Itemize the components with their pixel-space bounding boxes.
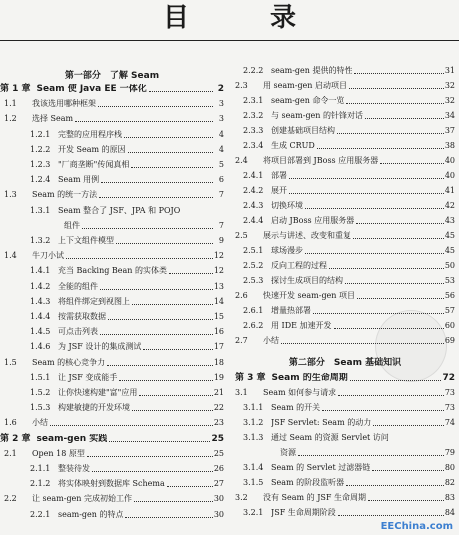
toc-subsection-entry[interactable]	[243, 169, 455, 181]
entry-number: 2.6.1	[243, 306, 264, 315]
entry-title: 球场漫步	[271, 246, 303, 255]
entry-title: 开发 Seam 的原因	[58, 144, 126, 154]
page-number: 74	[444, 418, 455, 427]
entry-title: "厂商垄断"传闻真相	[58, 160, 130, 169]
leader-dots	[131, 167, 213, 168]
entry-number: 3.1	[235, 388, 248, 397]
entry-number: 2.6.2	[243, 321, 264, 330]
page-number: 22	[213, 403, 224, 413]
part-heading: 第一部分 了解 Seam	[64, 71, 160, 81]
page-number: 19	[213, 372, 224, 382]
page-number: 31	[444, 66, 455, 75]
entry-number: 1.5.3	[30, 403, 51, 413]
page-number: 69	[444, 336, 455, 345]
leader-dots	[350, 380, 442, 381]
entry-title: seam-gen 提供的特性	[271, 66, 353, 75]
page-number: 45	[444, 246, 455, 255]
leader-dots	[169, 273, 213, 274]
toc-subsection-entry[interactable]	[243, 401, 455, 413]
page-number: 12	[213, 266, 224, 276]
entry-title: Seam 的统一方法	[32, 190, 98, 200]
toc-subsection-entry[interactable]	[243, 416, 455, 428]
leader-dots	[87, 456, 213, 457]
entry-title: 我该选用哪种框架	[32, 99, 96, 109]
toc-subsection-entry[interactable]	[30, 401, 224, 413]
entry-title: 让 JSF 变成能手	[58, 372, 118, 382]
entry-number: 2.6	[235, 291, 248, 300]
entry-title: Seam 整合了 JSF、JPA 和 POJO	[58, 205, 181, 215]
page-number: 40	[444, 171, 455, 180]
leader-dots	[305, 253, 444, 254]
entry-title: 没有 Seam 的 JSF 生命周期	[263, 493, 366, 502]
entry-title: Open 18 原型	[32, 448, 85, 458]
entry-title: 为 JSF 设计的集成测试	[58, 342, 142, 352]
toc-section-entry[interactable]	[235, 79, 455, 91]
page-number: 57	[444, 306, 455, 315]
leader-dots	[372, 470, 444, 471]
leader-dots	[345, 283, 444, 284]
entry-title: Seam 用例	[58, 175, 100, 185]
entry-title: 选择 Seam	[32, 114, 74, 124]
toc-section-entry[interactable]	[4, 447, 224, 459]
page-number: 23	[213, 418, 224, 428]
toc-subsection-entry[interactable]	[30, 325, 224, 337]
toc-subsection-entry[interactable]	[243, 94, 455, 106]
toc-subsection-entry[interactable]	[30, 371, 224, 383]
toc-subsection-entry[interactable]	[243, 461, 455, 473]
entry-title: 将实体映射到数据库 Schema	[58, 479, 165, 489]
leader-dots	[356, 223, 444, 224]
leader-dots	[107, 365, 213, 366]
page-number: 7	[218, 190, 224, 200]
toc-subsection-entry[interactable]	[30, 280, 224, 292]
leader-dots	[167, 486, 213, 487]
entry-title: 上下文组件模型	[58, 236, 114, 245]
entry-number: 3.2	[235, 493, 248, 502]
entry-number: 1.2.4	[30, 175, 51, 185]
toc-subsection-entry[interactable]	[30, 462, 224, 474]
leader-dots	[337, 133, 444, 134]
leader-dots	[380, 163, 444, 164]
toc-subsection-entry[interactable]	[243, 506, 455, 518]
toc-section-entry[interactable]	[235, 229, 455, 241]
watermark-text: EEChina.com	[380, 521, 453, 532]
leader-dots	[134, 501, 213, 502]
toc-section-entry[interactable]	[235, 491, 455, 503]
entry-number: 2.2.2	[243, 66, 264, 75]
page-number: 13	[213, 281, 224, 291]
page-number: 6	[218, 175, 224, 185]
leader-dots	[289, 193, 444, 194]
toc-subsection-entry[interactable]	[243, 274, 455, 286]
page-number: 3	[218, 99, 224, 109]
toc-subsection-entry[interactable]	[30, 310, 224, 322]
entry-title: seam-gen 命令一览	[271, 96, 345, 105]
leader-dots	[346, 103, 443, 104]
page-title	[0, 0, 459, 42]
entry-number: 2.2.1	[30, 509, 51, 519]
entry-number: 3.1.5	[243, 478, 264, 487]
toc-chapter-entry[interactable]	[0, 432, 224, 444]
toc-subsection-entry[interactable]	[243, 199, 455, 211]
entry-number: 2.3	[235, 81, 248, 90]
leader-dots	[124, 137, 213, 138]
page-number: 73	[444, 403, 455, 412]
leader-dots	[365, 118, 444, 119]
toc-subsection-entry[interactable]	[30, 477, 224, 489]
entry-title: Seam 的开关	[271, 403, 321, 412]
page-number: 9	[218, 236, 224, 245]
page-number: 30	[213, 509, 224, 519]
page-number: 4	[218, 144, 224, 154]
entry-title: 用 IDE 加速开发	[271, 321, 332, 330]
toc-subsection-entry[interactable]	[30, 143, 224, 155]
leader-dots	[132, 304, 213, 305]
leader-dots	[143, 349, 212, 350]
page-number: 7	[218, 220, 224, 230]
entry-title: 将项目部署到 JBoss 应用服务器	[263, 156, 379, 165]
entry-title: 组件	[64, 220, 80, 230]
entry-number: 2.4.2	[243, 186, 264, 195]
toc-section-entry[interactable]	[4, 112, 224, 124]
page-number: 43	[444, 216, 455, 225]
entry-number: 第 3 章	[235, 373, 266, 383]
entry-title: 增量热部署	[271, 306, 311, 315]
page-number: 5	[218, 160, 224, 169]
toc-section-entry[interactable]	[235, 386, 455, 398]
toc-subsection-entry[interactable]	[243, 124, 455, 136]
leader-dots	[317, 148, 444, 149]
toc-section-entry[interactable]	[235, 289, 455, 301]
leader-dots	[100, 289, 213, 290]
toc-section-entry[interactable]	[4, 356, 224, 368]
toc-section-entry[interactable]	[4, 249, 224, 261]
leader-dots	[373, 425, 444, 426]
entry-title: 切换环境	[271, 201, 303, 210]
page-number: 82	[444, 478, 455, 487]
entry-title: seam-gen 的特点	[58, 509, 124, 519]
leader-dots	[119, 380, 212, 381]
entry-title: 按需获取数据	[58, 312, 106, 321]
entry-number: 2.4.3	[243, 201, 264, 210]
toc-subsection-entry[interactable]	[30, 234, 224, 246]
entry-number: 1.5.2	[30, 388, 51, 397]
leader-dots	[125, 517, 212, 518]
entry-number: 2.7	[235, 336, 248, 345]
entry-number: 3.1.4	[243, 463, 264, 472]
entry-number: 2.1.1	[30, 464, 51, 473]
page-number: 2	[217, 84, 224, 94]
entry-number: 2.5.3	[243, 276, 264, 285]
entry-title: 用 seam-gen 启动项目	[263, 81, 347, 90]
entry-number: 2.3.2	[243, 111, 264, 120]
toc-section-entry[interactable]	[4, 97, 224, 109]
toc-subsection-entry[interactable]	[64, 219, 224, 231]
entry-title: Seam 的核心竞争力	[32, 357, 106, 367]
entry-title: Seam 使 Java EE 一体化	[36, 84, 147, 94]
entry-number: 第 2 章	[0, 433, 31, 444]
entry-number: 第 1 章	[0, 84, 31, 94]
page-number: 27	[213, 479, 224, 489]
part-heading: 第二部分 Seam 基础知识	[288, 358, 402, 368]
entry-title: Seam 如何参与请求	[263, 388, 337, 397]
entry-title: seam-gen 实践	[36, 433, 108, 444]
toc-subsection-entry[interactable]	[30, 295, 224, 307]
stamp-seal	[375, 310, 447, 382]
leader-dots	[298, 455, 444, 456]
entry-number: 1.3.2	[30, 236, 51, 245]
entry-title: 展示与讲述、改变和重复	[263, 231, 351, 240]
page-number: 83	[444, 493, 455, 502]
entry-title: 部署	[271, 171, 287, 180]
page-number: 21	[213, 388, 224, 397]
toc-subsection-entry[interactable]	[243, 214, 455, 226]
entry-number: 2.4	[235, 156, 248, 165]
entry-number: 2.5.2	[243, 261, 264, 270]
entry-number: 1.4.3	[30, 296, 51, 306]
page-number: 40	[444, 156, 455, 165]
entry-title: Seam 的 Servlet 过滤器链	[271, 463, 371, 472]
toc-subsection-entry[interactable]	[30, 264, 224, 276]
toc-subsection-entry[interactable]	[243, 109, 455, 121]
entry-title: 启动 JBoss 应用服务器	[271, 216, 355, 225]
entry-title: 通过 Seam 的资源 Servlet 访问	[271, 433, 389, 442]
leader-dots	[353, 238, 444, 239]
title-rule	[0, 40, 459, 41]
leader-dots	[66, 258, 213, 259]
entry-number: 3.1.1	[243, 403, 264, 412]
leader-dots	[346, 485, 444, 486]
toc-subsection-entry[interactable]	[243, 139, 455, 151]
entry-title: 让 seam-gen 完成初始工作	[32, 494, 132, 504]
entry-number: 1.4.2	[30, 281, 51, 291]
leader-dots	[149, 91, 213, 92]
entry-number: 2.4.1	[243, 171, 264, 180]
entry-number: 2.3.3	[243, 126, 264, 135]
toc-subsection-entry[interactable]	[30, 128, 224, 140]
entry-title: 创建基础项目结构	[271, 126, 335, 135]
page-number: 3	[218, 114, 224, 124]
toc-subsection-entry[interactable]	[243, 64, 455, 76]
entry-number: 2.5	[235, 231, 248, 240]
entry-title: 构建敏捷的开发环境	[58, 403, 130, 413]
entry-title: 充当 Backing Bean 的实体类	[58, 266, 167, 276]
entry-number: 1.4.5	[30, 327, 51, 337]
toc-subsection-entry[interactable]	[243, 259, 455, 271]
toc-subsection-entry[interactable]	[243, 431, 455, 443]
entry-number: 2.3.4	[243, 141, 264, 150]
toc-subsection-entry[interactable]	[30, 340, 224, 352]
entry-title: 反向工程的过程	[271, 261, 327, 270]
toc-subsection-entry[interactable]	[30, 173, 224, 185]
entry-title: Seam 的阶段监听器	[271, 478, 345, 487]
entry-title: 探讨生成项目的结构	[271, 276, 343, 285]
entry-number: 2.4.4	[243, 216, 264, 225]
toc-subsection-entry[interactable]	[30, 508, 224, 520]
page-number: 32	[444, 96, 455, 105]
leader-dots	[139, 395, 212, 396]
toc-subsection-entry[interactable]	[30, 386, 224, 398]
leader-dots	[132, 410, 213, 411]
leader-dots	[329, 268, 444, 269]
page-number: 60	[444, 321, 455, 330]
entry-number: 1.2	[4, 114, 17, 124]
page-title-text: 目 录	[162, 3, 333, 33]
page-number: 72	[442, 373, 455, 383]
page-number: 25	[211, 433, 224, 444]
page-number: 26	[213, 464, 224, 473]
entry-number: 3.1.2	[243, 418, 264, 427]
page-number: 34	[444, 111, 455, 120]
toc-subsection-entry[interactable]	[30, 204, 224, 216]
entry-title: 小结	[263, 336, 279, 345]
leader-dots	[349, 88, 444, 89]
leader-dots	[338, 515, 444, 516]
leader-dots	[289, 178, 444, 179]
page-number: 15	[213, 312, 224, 321]
page-number: 4	[218, 129, 224, 139]
leader-dots	[108, 319, 213, 320]
entry-number: 1.4	[4, 251, 17, 261]
entry-number: 1.6	[4, 418, 17, 428]
entry-number: 1.3	[4, 190, 17, 200]
page-number: 79	[444, 448, 455, 457]
entry-number: 1.4.1	[30, 266, 51, 276]
entry-number: 2.3.1	[243, 96, 264, 105]
entry-number: 3.2.1	[243, 508, 264, 517]
entry-number: 2.5.1	[243, 246, 264, 255]
entry-title: 展开	[271, 186, 287, 195]
leader-dots	[128, 152, 213, 153]
entry-number: 3.1.3	[243, 433, 264, 442]
entry-title: 牛刀小试	[32, 251, 64, 261]
toc-subsection-entry[interactable]	[243, 244, 455, 256]
toc-subsection-entry[interactable]	[243, 476, 455, 488]
leader-dots	[98, 106, 213, 107]
entry-title: 可点击列表	[58, 327, 98, 337]
leader-dots	[338, 395, 444, 396]
toc-section-entry[interactable]	[4, 492, 224, 504]
entry-title: 资源	[280, 448, 296, 457]
entry-number: 1.3.1	[30, 205, 51, 215]
page-number: 32	[444, 81, 455, 90]
entry-number: 1.4.6	[30, 342, 51, 352]
page-number: 14	[213, 296, 224, 306]
page-number: 12	[213, 251, 224, 261]
entry-title: 完整的应用程序栈	[58, 129, 122, 139]
toc-section-entry[interactable]	[235, 154, 455, 166]
entry-number: 2.1.2	[30, 479, 51, 489]
entry-title: 与 seam-gen 的针锋对话	[271, 111, 363, 120]
entry-title: 全能的组件	[58, 281, 98, 291]
toc-subsection-entry[interactable]	[243, 184, 455, 196]
entry-number: 2.2	[4, 494, 17, 504]
page-number: 18	[213, 357, 224, 367]
leader-dots	[75, 121, 213, 122]
leader-dots	[357, 298, 444, 299]
page-number: 16	[213, 327, 224, 337]
leader-dots	[82, 228, 213, 229]
leader-dots	[368, 500, 444, 501]
entry-title: 小结	[32, 418, 48, 428]
page-number: 30	[213, 494, 224, 504]
leader-dots	[99, 197, 213, 198]
entry-number: 1.2.1	[30, 129, 51, 139]
page-number: 56	[444, 291, 455, 300]
leader-dots	[354, 73, 443, 74]
page-number: 50	[444, 261, 455, 270]
leader-dots	[322, 410, 444, 411]
toc-chapter-entry[interactable]	[0, 82, 224, 94]
page-number: 41	[444, 186, 455, 195]
entry-number: 1.2.2	[30, 144, 51, 154]
page-number: 38	[444, 141, 455, 150]
page-number: 42	[444, 201, 455, 210]
entry-title: JSF 生命周期阶段	[271, 508, 336, 517]
page-number: 17	[213, 342, 224, 352]
entry-title: 生成 CRUD	[271, 141, 315, 150]
entry-title: 整装待发	[58, 464, 90, 473]
leader-dots	[100, 334, 213, 335]
leader-dots	[50, 425, 213, 426]
toc-section-entry[interactable]	[4, 416, 224, 428]
page-number: 45	[444, 231, 455, 240]
toc-subsection-entry[interactable]	[30, 158, 224, 170]
page-number: 80	[444, 463, 455, 472]
entry-number: 1.1	[4, 99, 17, 109]
leader-dots	[305, 208, 444, 209]
toc-subsection-entry[interactable]	[280, 446, 455, 458]
page-number: 73	[444, 388, 455, 397]
entry-number: 2.1	[4, 448, 17, 458]
entry-number: 1.5.1	[30, 372, 51, 382]
leader-dots	[92, 471, 213, 472]
entry-title: 让你快速构建"富"应用	[58, 388, 138, 397]
entry-title: Seam 的生命周期	[271, 373, 348, 383]
page-number: 84	[444, 508, 455, 517]
entry-number: 1.2.3	[30, 160, 51, 169]
entry-title: 将组件绑定到视图上	[58, 296, 130, 306]
page-number: 25	[213, 448, 224, 458]
page-number: 37	[444, 126, 455, 135]
entry-title: 快速开发 seam-gen 项目	[263, 291, 355, 300]
entry-title: JSF Servlet: Seam 的动力	[271, 418, 372, 427]
entry-number: 1.5	[4, 357, 17, 367]
leader-dots	[116, 243, 213, 244]
toc-section-entry[interactable]	[4, 188, 224, 200]
entry-number: 1.4.4	[30, 312, 51, 321]
leader-dots	[109, 441, 210, 442]
page-number: 53	[444, 276, 455, 285]
leader-dots	[101, 182, 213, 183]
